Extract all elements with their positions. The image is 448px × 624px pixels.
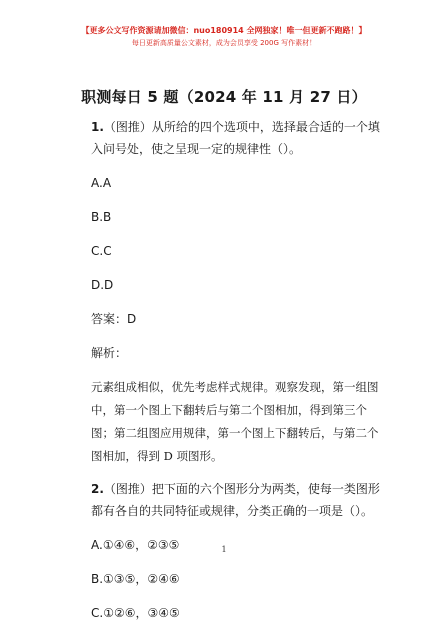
question-2-stem (91, 478, 381, 522)
question-1-number: 1. (91, 120, 104, 134)
question-1-option-c: C.C (91, 244, 112, 258)
question-2-option-b: B.①③⑤，②④⑥ (91, 572, 180, 586)
question-1-option-d: D.D (91, 278, 114, 292)
question-2-text: （图推）把下面的六个图形分为两类，使每一类图形都有各自的共同特征或规律，分类正确的一项是（）。 (91, 482, 380, 518)
question-1-option-a: A.A (91, 176, 112, 190)
page-title: 职测每日 5 题（2024 年 11 月 27 日） (81, 88, 367, 106)
banner-line-1: 【更多公文写作资源请加微信：nuo180914 全网独家！唯一但更新不跑路！】 (81, 26, 367, 35)
banner-line-2: 每日更新高质量公文素材，成为会员享受 200G 写作素材！ (131, 39, 317, 47)
page-number: 1 (221, 545, 227, 554)
question-2-number: 2. (91, 482, 104, 496)
question-2-option-a: A.①④⑥，②③⑤ (91, 538, 180, 552)
question-1-stem (91, 116, 381, 160)
header-banner (0, 27, 448, 47)
question-1-text: （图推）从所给的四个选项中，选择最合适的一个填入问号处，使之呈现一定的规律性（）。 (91, 120, 380, 156)
question-2-option-c: C.①②⑥，③④⑤ (91, 606, 180, 620)
question-1-option-b: B.B (91, 210, 112, 224)
question-1-analysis: 元素组成相似，优先考虑样式规律。观察发现，第一组图中，第一个图上下翻转后与第二个图相加，得到第三个图；第二组图应用规律，第一个图上下翻转后，与第二个图相加，得到 D 项图形。 (91, 380, 379, 463)
question-1-answer: 答案：D (91, 312, 137, 326)
question-1-analysis-label: 解析： (91, 346, 128, 360)
